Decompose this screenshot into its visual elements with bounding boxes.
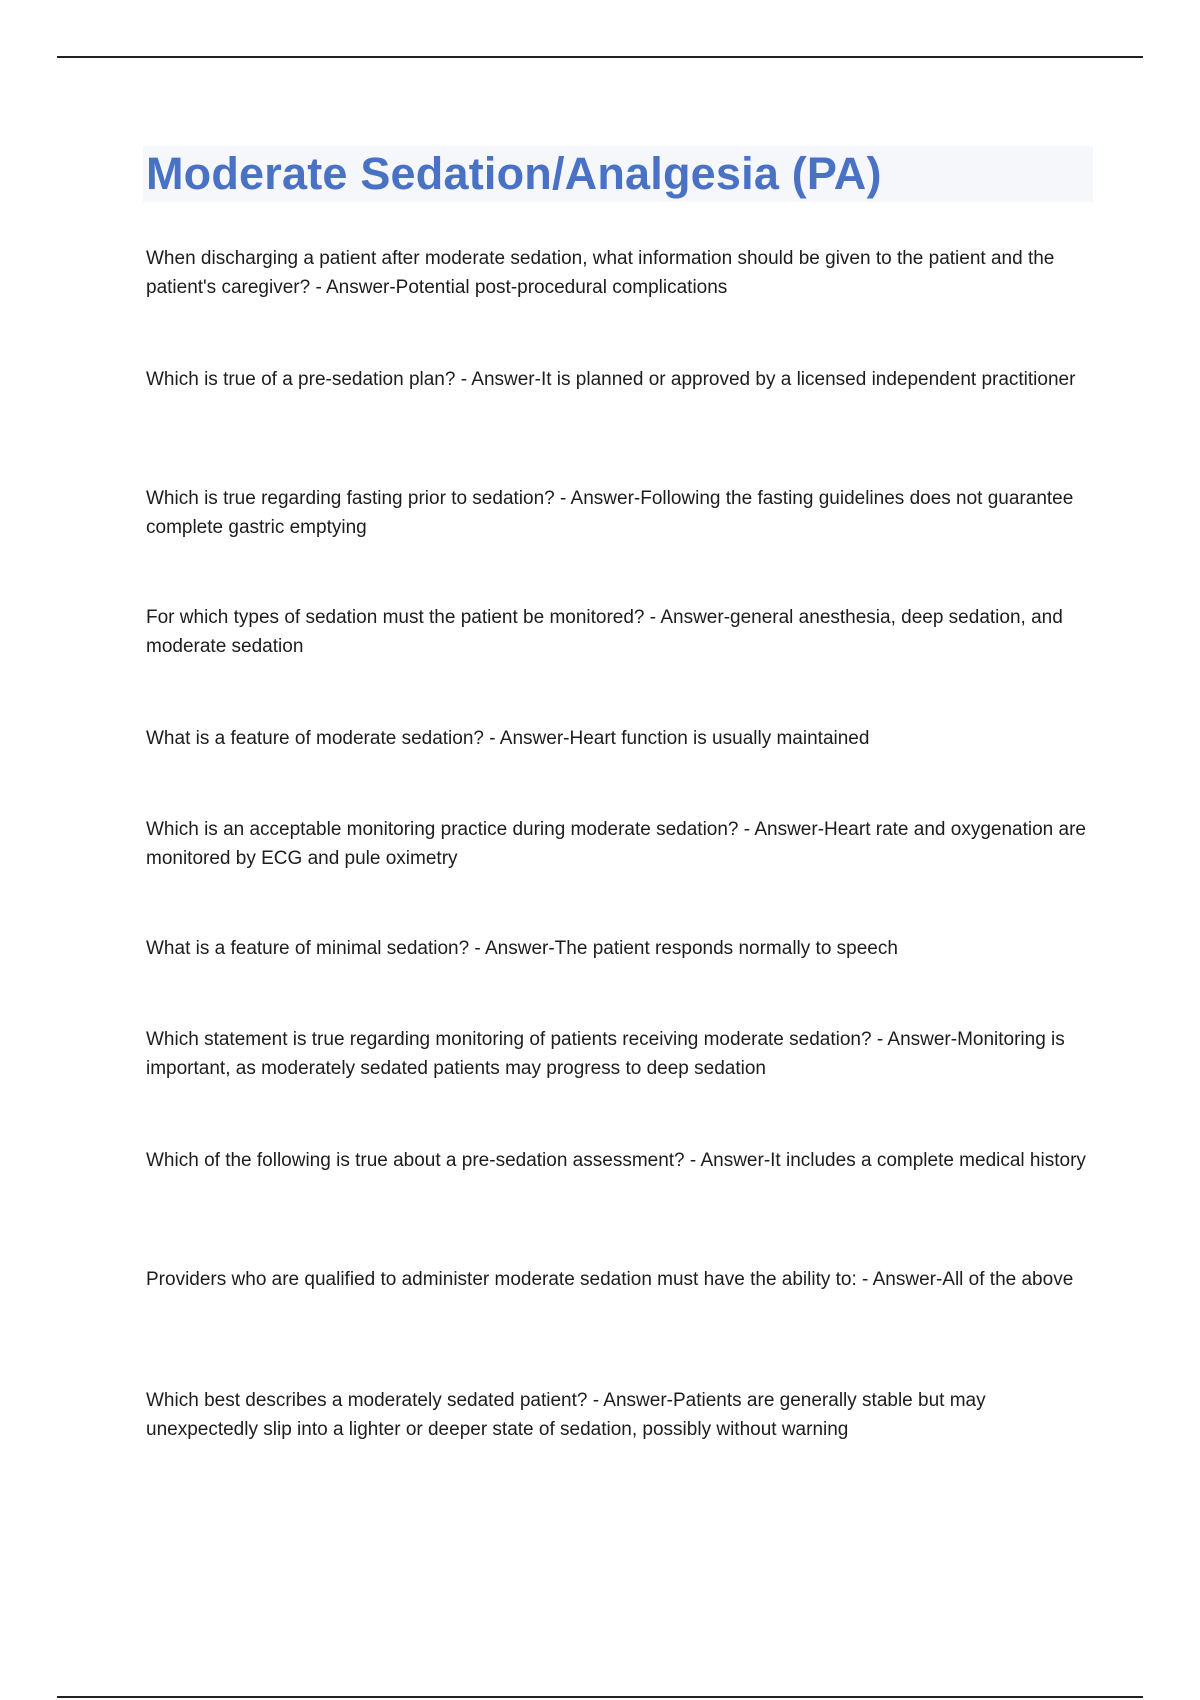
qa-item: Which best describes a moderately sedated patient? - Answer-Patients are generally stable but may unexpectedly slip into a lighter or deeper state of sedation, possibly without warning [146, 1390, 986, 1440]
qa-item: For which types of sedation must the patient be monitored? - Answer-general anesthesia, deep sedation, and moderate sedation [146, 607, 1063, 657]
footer-rule [57, 1696, 1143, 1698]
qa-item: What is a feature of moderate sedation? - Answer-Heart function is usually maintained [146, 728, 870, 749]
page-title: Moderate Sedation/Analgesia (PA) [146, 148, 882, 199]
qa-item: What is a feature of minimal sedation? - Answer-The patient responds normally to speech [146, 938, 898, 959]
qa-item: Which of the following is true about a pre-sedation assessment? - Answer-It includes a complete medical history [146, 1150, 1086, 1171]
qa-item: Providers who are qualified to administer moderate sedation must have the ability to: - Answer-All of the above [146, 1269, 1074, 1290]
qa-item: Which is true regarding fasting prior to sedation? - Answer-Following the fasting guidelines does not guarantee complete gastric emptying [146, 488, 1074, 538]
title-band [143, 146, 1093, 202]
qa-item: Which statement is true regarding monitoring of patients receiving moderate sedation? - Answer-Monitoring is important, as moderately sedated patients may progress to deep sedation [146, 1029, 1065, 1079]
qa-item: Which is an acceptable monitoring practice during moderate sedation? - Answer-Heart rate and oxygenation are monitored by ECG and pule oximetry [146, 819, 1086, 869]
qa-item: When discharging a patient after moderate sedation, what information should be given to the patient and the patient's caregiver? - Answer-Potential post-procedural complications [146, 248, 1055, 298]
header-rule [57, 56, 1143, 58]
qa-item: Which is true of a pre-sedation plan? - Answer-It is planned or approved by a licensed independent practitioner [146, 369, 1076, 390]
